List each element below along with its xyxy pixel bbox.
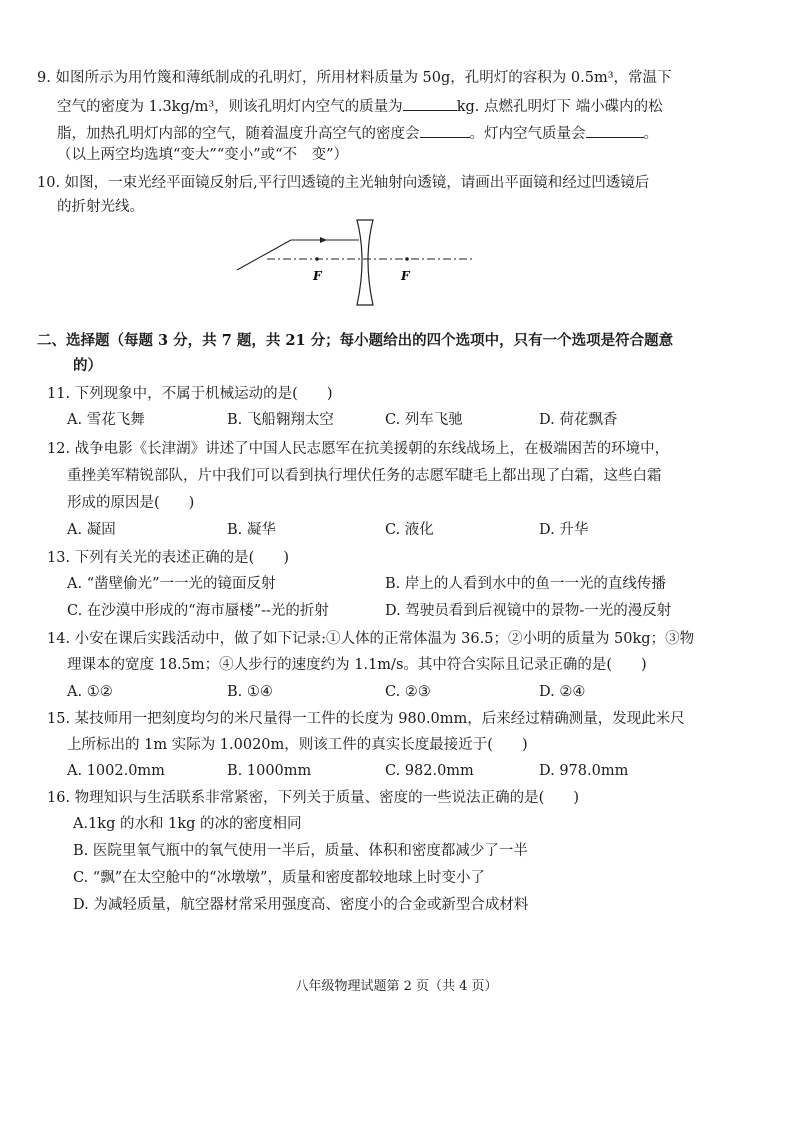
q11-stem: 11. 下列现象中，不属于机械运动的是( ) — [47, 386, 333, 402]
q16-stem: 16. 物理知识与生活联系非常紧密，下列关于质量、密度的一些说法正确的是( ) — [47, 790, 579, 806]
focus-label-right: F — [401, 269, 410, 283]
q14-option-b[interactable]: B. ①④ — [227, 684, 273, 700]
q13-option-d[interactable]: D. 驾驶员看到后视镜中的景物-一光的漫反射 — [385, 603, 672, 619]
q14-line-1: 14. 小安在课后实践活动中，做了如下记录:①人体的正常体温为 36.5；②小明的质量为 50kg；③物 — [47, 631, 695, 647]
q9-line-2-text-a: 空气的密度为 1.3kg/m³，则该孔明灯内空气的质量为 — [57, 99, 403, 115]
q9-line-4: （以上两空均选填“变大”“变小”或“不 变”） — [57, 147, 348, 163]
q13-option-a[interactable]: A. “凿壁偷光”一一光的镜面反射 — [67, 576, 276, 592]
q12-option-d[interactable]: D. 升华 — [539, 522, 589, 538]
q12-line-3: 形成的原因是( ) — [67, 495, 195, 511]
concave-lens — [357, 220, 373, 305]
page-footer: 八年级物理试题第 2 页（共 4 页） — [295, 979, 498, 994]
q15-line-2: 上所标出的 1m 实际为 1.0020m，则该工件的真实长度最接近于( ) — [67, 737, 528, 753]
q12-option-c[interactable]: C. 液化 — [385, 522, 434, 538]
focus-label-left: F — [313, 269, 322, 283]
q9-answer-blank-1[interactable] — [403, 96, 457, 111]
q11-option-b[interactable]: B. 飞船翱翔太空 — [227, 412, 334, 428]
q12-line-2: 重挫美军精锐部队，片中我们可以看到执行埋伏任务的志愿军睫毛上都出现了白霜，这些白霜 — [67, 468, 662, 484]
q15-option-d[interactable]: D. 978.0mm — [539, 763, 629, 779]
focal-point-right — [405, 257, 409, 261]
q11-option-c[interactable]: C. 列车飞驰 — [385, 412, 463, 428]
q14-line-2: 理课本的宽度 18.5m；④人步行的速度约为 1.1m/s。其中符合实际且记录正确的是( ) — [67, 657, 647, 673]
q14-option-c[interactable]: C. ②③ — [385, 684, 431, 700]
q9-line-2-text-b: kg. 点燃孔明灯下 端小碟内的松 — [456, 99, 663, 115]
q14-option-d[interactable]: D. ②④ — [539, 684, 586, 700]
q16-option-d[interactable]: D. 为减轻质量，航空器材常采用强度高、密度小的合金或新型合成材料 — [73, 897, 529, 913]
q15-option-c[interactable]: C. 982.0mm — [385, 763, 474, 779]
q13-option-c[interactable]: C. 在沙漠中形成的“海市蜃楼”--光的折射 — [67, 603, 329, 619]
q9-line-3-text-b: 。灯内空气质量会 — [469, 126, 586, 142]
q9-answer-blank-3[interactable] — [586, 123, 644, 138]
q9-line-3-text-a: 脂，加热孔明灯内部的空气，随着温度升高空气的密度会 — [57, 126, 420, 142]
q16-option-b[interactable]: B. 医院里氧气瓶中的氧气使用一半后，质量、体积和密度都减少了一半 — [73, 843, 528, 859]
q13-stem: 13. 下列有关光的表述正确的是( ) — [47, 550, 289, 566]
q11-option-d[interactable]: D. 荷花飘香 — [539, 412, 618, 428]
q12-option-b[interactable]: B. 凝华 — [227, 522, 276, 538]
q12-option-a[interactable]: A. 凝固 — [67, 522, 116, 538]
q11-option-a[interactable]: A. 雪花飞舞 — [67, 412, 145, 428]
q15-option-a[interactable]: A. 1002.0mm — [67, 763, 165, 779]
focal-point-left — [315, 257, 319, 261]
q15-option-b[interactable]: B. 1000mm — [227, 763, 312, 779]
q9-line-2 — [57, 96, 663, 116]
q16-option-c[interactable]: C. “飘”在太空舱中的“冰墩墩”，质量和密度都较地球上时变小了 — [73, 870, 485, 886]
arrow-head-icon — [320, 237, 327, 243]
q15-line-1: 15. 某技师用一把刻度均匀的米尺量得一工件的长度为 980.0mm，后来经过精确测量，发现此米尺 — [47, 711, 685, 727]
q13-option-b[interactable]: B. 岸上的人看到水中的鱼一一光的直线传播 — [385, 576, 666, 592]
q10-optics-diagram — [225, 212, 485, 312]
q9-line-3-text-c: 。 — [643, 126, 658, 142]
q12-line-1: 12. 战争电影《长津湖》讲述了中国人民志愿军在抗美援朝的东线战场上，在极端困苦的环境中， — [47, 441, 670, 457]
section-2-heading-line-2: 的） — [73, 357, 102, 374]
q10-line-2: 的折射光线。 — [57, 199, 144, 215]
q9-line-3 — [57, 123, 658, 143]
q14-option-a[interactable]: A. ①② — [67, 684, 113, 700]
q16-option-a[interactable]: A.1kg 的水和 1kg 的冰的密度相同 — [73, 816, 302, 832]
q10-line-1: 10. 如图，一束光经平面镜反射后,平行凹透镜的主光轴射向透镜，请画出平面镜和经过凹透镜后 — [37, 175, 650, 191]
incident-ray — [237, 240, 291, 270]
q9-line-1: 9. 如图所示为用竹篾和薄纸制成的孔明灯，所用材料质量为 50g，孔明灯的容积为 0.5m³，常温下 — [37, 70, 672, 86]
q9-answer-blank-2[interactable] — [420, 123, 470, 138]
section-2-heading-line-1: 二、选择题（每题 3 分，共 7 题，共 21 分；每小题给出的四个选项中，只有一个选项是符合题意 — [37, 332, 674, 349]
